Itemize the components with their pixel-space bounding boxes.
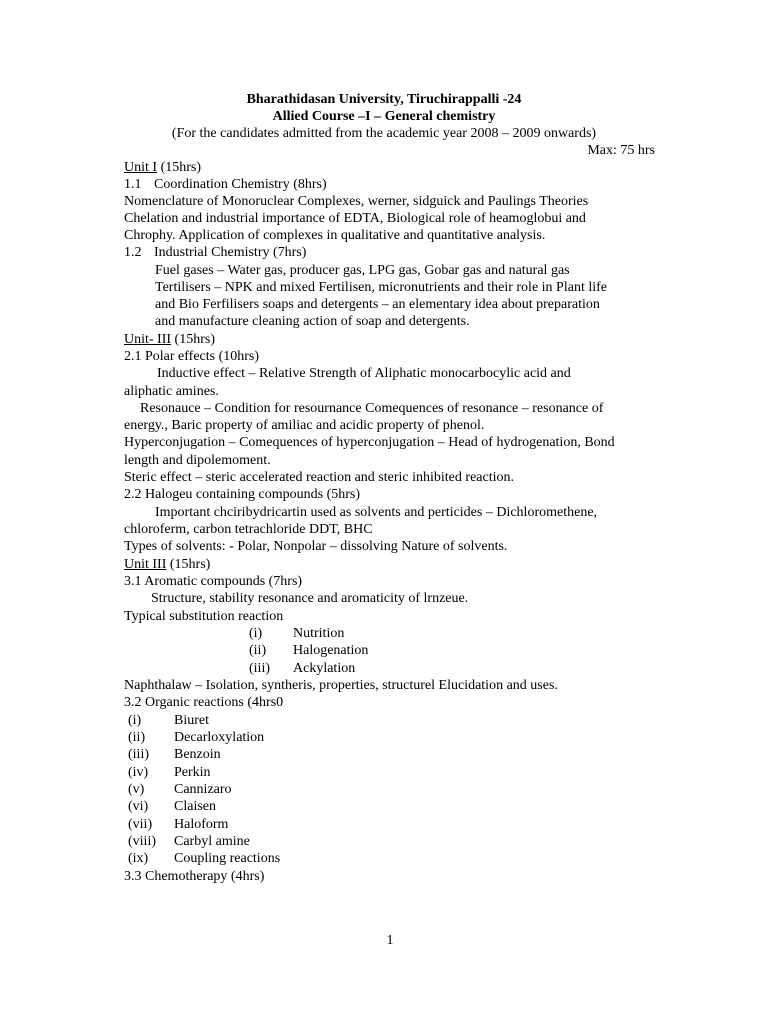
university-title: Bharathidasan University, Tiruchirappalli -24 <box>246 92 522 107</box>
section-3-3-title: 3.3 Chemotherapy (4hrs) <box>124 869 265 884</box>
list-item: (v) Cannizaro <box>128 782 232 797</box>
paragraph-line: and manufacture cleaning action of soap and detergents. <box>155 314 470 329</box>
paragraph-line: Hyperconjugation – Comequences of hyperconjugation – Head of hydrogenation, Bond <box>124 435 615 450</box>
paragraph-line: Structure, stability resonance and aromaticity of lrnzeue. <box>151 591 469 606</box>
section-1-2-label: Industrial Chemistry (7hrs) <box>154 245 307 260</box>
list-item: (i) Nutrition <box>249 626 345 641</box>
paragraph-line: Fuel gases – Water gas, producer gas, LPG gas, Gobar gas and natural gas <box>155 263 570 278</box>
paragraph-line: Important chciribydricartin used as solvents and perticides – Dichloromethene, <box>155 505 598 520</box>
paragraph-line: Naphthalaw – Isolation, syntheris, properties, structurel Elucidation and uses. <box>124 678 558 693</box>
page-number: 1 <box>386 933 394 948</box>
unit-1-hours: (15hrs) <box>157 160 201 175</box>
paragraph-line: Types of solvents: - Polar, Nonpolar – dissolving Nature of solvents. <box>124 539 508 554</box>
section-1-1-title <box>124 176 327 193</box>
list-item: (ii) Halogenation <box>249 643 369 658</box>
section-3-2-title: 3.2 Organic reactions (4hrs0 <box>124 695 284 710</box>
paragraph-line: aliphatic amines. <box>124 384 219 399</box>
unit-2-heading <box>124 331 215 348</box>
unit-1-heading <box>124 159 201 176</box>
paragraph-line: Chelation and industrial importance of EDTA, Biological role of heamoglobui and <box>124 211 586 226</box>
paragraph-line: Chrophy. Application of complexes in qualitative and quantitative analysis. <box>124 228 546 243</box>
unit-1-label: Unit I <box>124 160 158 175</box>
unit-3-heading <box>124 556 210 573</box>
paragraph-line: Tertilisers – NPK and mixed Fertilisen, micronutrients and their role in Plant life <box>155 280 607 295</box>
paragraph-line: Inductive effect – Relative Strength of Aliphatic monocarbocylic acid and <box>157 366 571 381</box>
course-title: Allied Course –I – General chemistry <box>272 109 496 124</box>
unit-2-label: Unit- III <box>124 332 172 347</box>
list-item: (iii) Ackylation <box>249 661 356 676</box>
unit-2-hours: (15hrs) <box>171 332 215 347</box>
list-item: (vi) Claisen <box>128 799 216 814</box>
section-3-1-title: 3.1 Aromatic compounds (7hrs) <box>124 574 303 589</box>
paragraph-line: chloroferm, carbon tetrachloride DDT, BHC <box>124 522 373 537</box>
paragraph-line: Nomenclature of Monoruclear Complexes, werner, sidguick and Paulings Theories <box>124 194 589 209</box>
section-1-1-number: 1.1 <box>124 177 142 192</box>
section-1-2-title <box>124 244 306 261</box>
unit-3-hours: (15hrs) <box>166 557 211 572</box>
list-item: (ix) Coupling reactions <box>128 851 281 866</box>
list-item: (iii) Benzoin <box>128 747 221 762</box>
list-item: (i) Biuret <box>128 713 209 728</box>
list-item: (vii) Haloform <box>128 817 229 832</box>
paragraph-line: Steric effect – steric accelerated reaction and steric inhibited reaction. <box>124 470 514 485</box>
paragraph-line: Typical substitution reaction <box>124 609 284 624</box>
list-item: (viii) Carbyl amine <box>128 834 250 849</box>
unit-3-label: Unit III <box>124 557 167 572</box>
paragraph-line: energy., Baric property of amiliac and acidic property of phenol. <box>124 418 485 433</box>
list-item: (iv) Perkin <box>128 765 211 780</box>
section-2-2-title: 2.2 Halogeu containing compounds (5hrs) <box>124 487 361 502</box>
section-1-2-number: 1.2 <box>124 245 142 260</box>
section-2-1-title: 2.1 Polar effects (10hrs) <box>124 349 260 364</box>
paragraph-line: length and dipolemoment. <box>124 453 271 468</box>
paragraph-line: Resonauce – Condition for resournance Comequences of resonance – resonance of <box>140 401 604 416</box>
max-hours: Max: 75 hrs <box>587 143 655 158</box>
admission-note: (For the candidates admitted from the academic year 2008 – 2009 onwards) <box>171 126 597 141</box>
paragraph-line: and Bio Ferfilisers soaps and detergents – an elementary idea about preparation <box>155 297 600 312</box>
list-item: (ii) Decarloxylation <box>128 730 265 745</box>
section-1-1-label: Coordination Chemistry (8hrs) <box>154 177 327 192</box>
